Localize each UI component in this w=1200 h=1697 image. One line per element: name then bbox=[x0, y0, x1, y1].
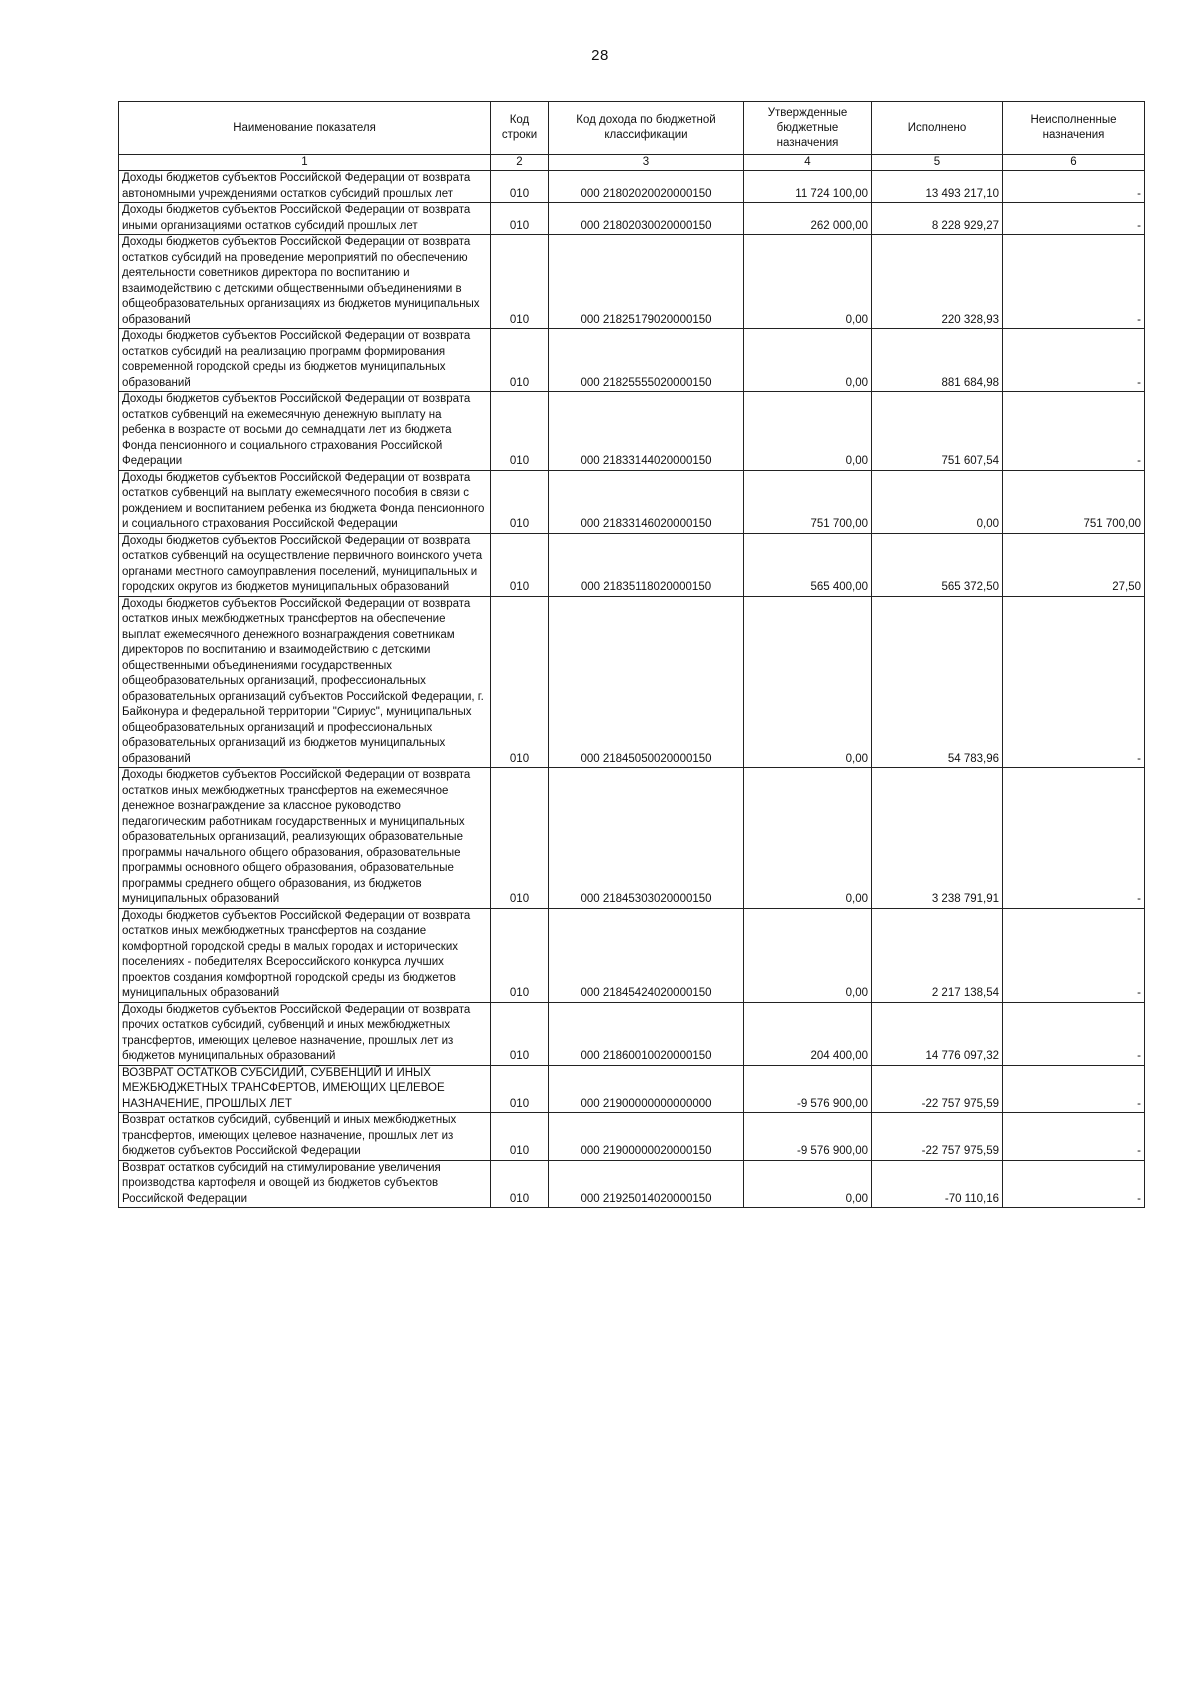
table-row bbox=[119, 203, 1145, 235]
row-executed: 0,00 bbox=[872, 470, 1003, 533]
row-indicator-name: Доходы бюджетов субъектов Российской Федерации от возврата остатков субвенций на осуществление первичного воинского учета органами местного самоуправления поселений, муниципальных и городских округов из бюджетов муниципальных образований bbox=[119, 533, 491, 596]
row-line-code: 010 bbox=[491, 768, 549, 909]
row-executed: -22 757 975,59 bbox=[872, 1065, 1003, 1113]
table-row bbox=[119, 329, 1145, 392]
row-unexecuted: - bbox=[1003, 768, 1145, 909]
row-indicator-name: Возврат остатков субсидий на стимулирование увеличения производства картофеля и овощей из бюджетов субъектов Российской Федерации bbox=[119, 1160, 491, 1208]
row-line-code: 010 bbox=[491, 329, 549, 392]
row-unexecuted: - bbox=[1003, 1160, 1145, 1208]
row-income-code: 000 21845303020000150 bbox=[549, 768, 744, 909]
row-indicator-name: Доходы бюджетов субъектов Российской Федерации от возврата остатков субсидий на проведение мероприятий по обеспечению деятельности советников директора по воспитанию и взаимодействию с детскими общественными объединениями в общеобразовательных организациях из бюджетов муниципальных образований bbox=[119, 235, 491, 329]
row-line-code: 010 bbox=[491, 1160, 549, 1208]
row-approved: -9 576 900,00 bbox=[744, 1065, 872, 1113]
column-number: 5 bbox=[872, 155, 1003, 171]
row-unexecuted: - bbox=[1003, 235, 1145, 329]
table-row bbox=[119, 908, 1145, 1002]
row-executed: 2 217 138,54 bbox=[872, 908, 1003, 1002]
row-income-code: 000 21835118020000150 bbox=[549, 533, 744, 596]
table-row bbox=[119, 171, 1145, 203]
row-indicator-name: Доходы бюджетов субъектов Российской Федерации от возврата прочих остатков субсидий, субвенций и иных межбюджетных трансфертов, имеющих целевое назначение, прошлых лет из бюджетов муниципальных образований bbox=[119, 1002, 491, 1065]
row-approved: 204 400,00 bbox=[744, 1002, 872, 1065]
row-line-code: 010 bbox=[491, 235, 549, 329]
table-row bbox=[119, 1113, 1145, 1161]
header-executed: Исполнено bbox=[872, 102, 1003, 155]
row-unexecuted: - bbox=[1003, 908, 1145, 1002]
row-indicator-name: ВОЗВРАТ ОСТАТКОВ СУБСИДИЙ, СУБВЕНЦИЙ И ИНЫХ МЕЖБЮДЖЕТНЫХ ТРАНСФЕРТОВ, ИМЕЮЩИХ ЦЕЛЕВОЕ НАЗНАЧЕНИЕ, ПРОШЛЫХ ЛЕТ bbox=[119, 1065, 491, 1113]
column-number: 4 bbox=[744, 155, 872, 171]
row-approved: 0,00 bbox=[744, 329, 872, 392]
row-approved: 0,00 bbox=[744, 1160, 872, 1208]
table-row bbox=[119, 470, 1145, 533]
row-income-code: 000 21802030020000150 bbox=[549, 203, 744, 235]
table-row bbox=[119, 392, 1145, 471]
row-income-code: 000 21825179020000150 bbox=[549, 235, 744, 329]
row-income-code: 000 21802020020000150 bbox=[549, 171, 744, 203]
column-number-row bbox=[119, 155, 1145, 171]
row-line-code: 010 bbox=[491, 392, 549, 471]
row-approved: 565 400,00 bbox=[744, 533, 872, 596]
header-row bbox=[119, 102, 1145, 155]
row-indicator-name: Доходы бюджетов субъектов Российской Федерации от возврата автономными учреждениями остатков субсидий прошлых лет bbox=[119, 171, 491, 203]
row-approved: 0,00 bbox=[744, 908, 872, 1002]
row-unexecuted: 751 700,00 bbox=[1003, 470, 1145, 533]
table-row bbox=[119, 596, 1145, 768]
row-line-code: 010 bbox=[491, 533, 549, 596]
row-unexecuted: - bbox=[1003, 1002, 1145, 1065]
row-income-code: 000 21833144020000150 bbox=[549, 392, 744, 471]
row-indicator-name: Доходы бюджетов субъектов Российской Федерации от возврата остатков иных межбюджетных трансфертов на создание комфортной городской среды в малых городах и исторических поселениях - победителях Всероссийского конкурса лучших проектов создания комфортной городской среды из бюджетов муниципальных образований bbox=[119, 908, 491, 1002]
row-income-code: 000 21900000000000000 bbox=[549, 1065, 744, 1113]
row-line-code: 010 bbox=[491, 1002, 549, 1065]
row-unexecuted: - bbox=[1003, 392, 1145, 471]
header-approved: Утвержденные бюджетные назначения bbox=[744, 102, 872, 155]
row-approved: 0,00 bbox=[744, 235, 872, 329]
row-executed: 565 372,50 bbox=[872, 533, 1003, 596]
budget-income-table bbox=[118, 101, 1145, 1208]
header-indicator-name: Наименование показателя bbox=[119, 102, 491, 155]
row-indicator-name: Доходы бюджетов субъектов Российской Федерации от возврата остатков субвенций на выплату ежемесячного пособия в связи с рождением и воспитанием ребенка из бюджета Фонда пенсионного и социального страхования Российской Федерации bbox=[119, 470, 491, 533]
table-row bbox=[119, 533, 1145, 596]
row-executed: 54 783,96 bbox=[872, 596, 1003, 768]
header-line-code: Код строки bbox=[491, 102, 549, 155]
row-income-code: 000 21845050020000150 bbox=[549, 596, 744, 768]
row-executed: 3 238 791,91 bbox=[872, 768, 1003, 909]
row-line-code: 010 bbox=[491, 203, 549, 235]
row-unexecuted: - bbox=[1003, 171, 1145, 203]
row-executed: 751 607,54 bbox=[872, 392, 1003, 471]
row-income-code: 000 21833146020000150 bbox=[549, 470, 744, 533]
row-income-code: 000 21860010020000150 bbox=[549, 1002, 744, 1065]
row-unexecuted: - bbox=[1003, 1065, 1145, 1113]
table-row bbox=[119, 1065, 1145, 1113]
row-approved: 751 700,00 bbox=[744, 470, 872, 533]
row-indicator-name: Доходы бюджетов субъектов Российской Федерации от возврата остатков иных межбюджетных трансфертов на обеспечение выплат ежемесячного денежного вознаграждения советникам директоров по воспитанию и взаимодействию с детскими общественными объединениями государственных общеобразовательных организаций, профессиональных образовательных организаций субъектов Российской Федерации, г. Байконура и федеральной территории "Сириус", муниципальных общеобразовательных организаций и профессиональных образовательных организаций из бюджетов муниципальных образований bbox=[119, 596, 491, 768]
row-indicator-name: Доходы бюджетов субъектов Российской Федерации от возврата остатков субсидий на реализацию программ формирования современной городской среды из бюджетов муниципальных образований bbox=[119, 329, 491, 392]
header-income-code: Код дохода по бюджетной классификации bbox=[549, 102, 744, 155]
row-approved: 262 000,00 bbox=[744, 203, 872, 235]
table-row bbox=[119, 235, 1145, 329]
row-executed: -70 110,16 bbox=[872, 1160, 1003, 1208]
row-income-code: 000 21925014020000150 bbox=[549, 1160, 744, 1208]
row-approved: 0,00 bbox=[744, 392, 872, 471]
column-number: 6 bbox=[1003, 155, 1145, 171]
row-indicator-name: Доходы бюджетов субъектов Российской Федерации от возврата иными организациями остатков субсидий прошлых лет bbox=[119, 203, 491, 235]
table-body bbox=[119, 171, 1145, 1208]
row-executed: 881 684,98 bbox=[872, 329, 1003, 392]
column-number: 3 bbox=[549, 155, 744, 171]
row-executed: 8 228 929,27 bbox=[872, 203, 1003, 235]
column-number: 1 bbox=[119, 155, 491, 171]
table-row bbox=[119, 768, 1145, 909]
row-executed: 13 493 217,10 bbox=[872, 171, 1003, 203]
row-executed: 14 776 097,32 bbox=[872, 1002, 1003, 1065]
row-line-code: 010 bbox=[491, 1065, 549, 1113]
row-executed: -22 757 975,59 bbox=[872, 1113, 1003, 1161]
row-approved: 11 724 100,00 bbox=[744, 171, 872, 203]
table-row bbox=[119, 1160, 1145, 1208]
row-unexecuted: - bbox=[1003, 329, 1145, 392]
row-income-code: 000 21845424020000150 bbox=[549, 908, 744, 1002]
row-line-code: 010 bbox=[491, 470, 549, 533]
row-indicator-name: Доходы бюджетов субъектов Российской Федерации от возврата остатков субвенций на ежемесячную денежную выплату на ребенка в возрасте от восьми до семнадцати лет из бюджета Фонда пенсионного и социального страхования Российской Федерации bbox=[119, 392, 491, 471]
row-executed: 220 328,93 bbox=[872, 235, 1003, 329]
row-line-code: 010 bbox=[491, 171, 549, 203]
header-unexecuted: Неисполненные назначения bbox=[1003, 102, 1145, 155]
row-indicator-name: Доходы бюджетов субъектов Российской Федерации от возврата остатков иных межбюджетных трансфертов на ежемесячное денежное вознаграждение за классное руководство педагогическим работникам государственных и муниципальных образовательных организаций, реализующих образовательные программы начального общего образования, образовательные программы основного общего образования, образовательные программы среднего общего образования, из бюджетов муниципальных образований bbox=[119, 768, 491, 909]
row-approved: 0,00 bbox=[744, 596, 872, 768]
row-line-code: 010 bbox=[491, 1113, 549, 1161]
row-approved: -9 576 900,00 bbox=[744, 1113, 872, 1161]
row-unexecuted: 27,50 bbox=[1003, 533, 1145, 596]
page-number: 28 bbox=[591, 47, 609, 64]
row-income-code: 000 21825555020000150 bbox=[549, 329, 744, 392]
row-unexecuted: - bbox=[1003, 1113, 1145, 1161]
row-indicator-name: Возврат остатков субсидий, субвенций и иных межбюджетных трансфертов, имеющих целевое назначение, прошлых лет из бюджетов субъектов Российской Федерации bbox=[119, 1113, 491, 1161]
row-approved: 0,00 bbox=[744, 768, 872, 909]
table-row bbox=[119, 1002, 1145, 1065]
row-unexecuted: - bbox=[1003, 596, 1145, 768]
column-number: 2 bbox=[491, 155, 549, 171]
row-line-code: 010 bbox=[491, 908, 549, 1002]
row-unexecuted: - bbox=[1003, 203, 1145, 235]
row-line-code: 010 bbox=[491, 596, 549, 768]
row-income-code: 000 21900000020000150 bbox=[549, 1113, 744, 1161]
